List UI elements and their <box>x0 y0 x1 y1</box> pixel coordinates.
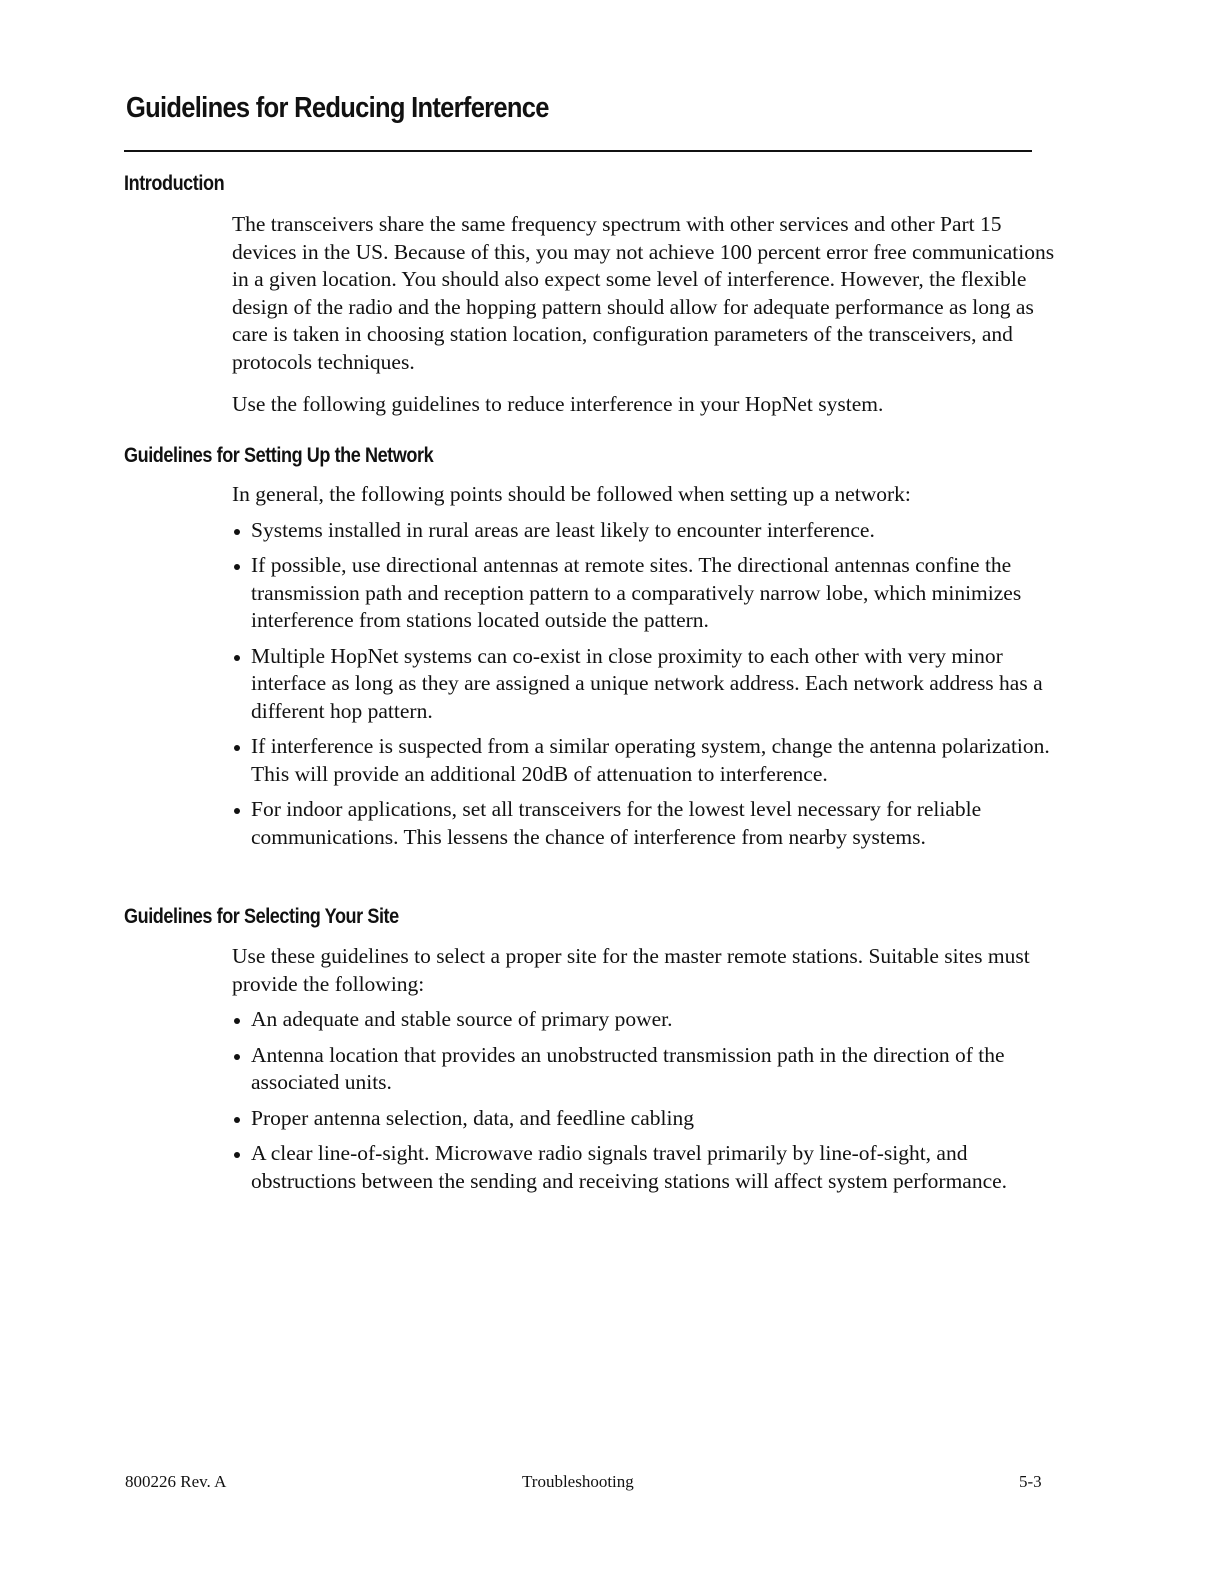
bullet-icon <box>234 1018 240 1024</box>
list-item-text: Multiple HopNet systems can co-exist in close proximity to each other with very minor interface as long as they are assigned a unique network address. Each network address has a different hop pattern. <box>251 643 1043 723</box>
bullet-icon <box>234 808 240 814</box>
list-item <box>232 1042 1062 1097</box>
bullet-icon <box>234 1117 240 1123</box>
site-heading: Guidelines for Selecting Your Site <box>124 905 399 928</box>
bullet-icon <box>234 1054 240 1060</box>
list-item <box>232 552 1062 635</box>
list-item-text: Antenna location that provides an unobstructed transmission path in the direction of the associated units. <box>251 1042 1005 1094</box>
bullet-icon <box>234 745 240 751</box>
bullet-icon <box>234 529 240 535</box>
page-title: Guidelines for Reducing Interference <box>126 92 549 124</box>
list-item <box>232 1006 1062 1034</box>
list-item-text: Proper antenna selection, data, and feedline cabling <box>251 1105 694 1130</box>
list-item-text: If interference is suspected from a similar operating system, change the antenna polarization. This will provide an additional 20dB of attenuation to interference. <box>251 734 1050 786</box>
footer-page-number: 5-3 <box>1019 1472 1042 1491</box>
introduction-body <box>232 211 1062 419</box>
list-item <box>232 733 1062 788</box>
list-item-text: An adequate and stable source of primary power. <box>251 1007 673 1031</box>
footer-chapter: Troubleshooting <box>522 1472 634 1491</box>
title-divider <box>124 150 1032 152</box>
list-item <box>232 1105 1062 1133</box>
network-intro: In general, the following points should be followed when setting up a network: <box>232 482 911 506</box>
list-item-text: If possible, use directional antennas at remote sites. The directional antennas confine the transmission path and reception pattern to a comparatively narrow lobe, which minimizes interference from stations located outside the pattern. <box>251 553 1022 632</box>
bullet-icon <box>234 564 240 570</box>
list-item-text: Systems installed in rural areas are least likely to encounter interference. <box>251 517 875 542</box>
network-bullet-list <box>232 517 1062 852</box>
list-item <box>232 1140 1062 1195</box>
site-body <box>232 943 1062 1195</box>
list-item-text: For indoor applications, set all transceivers for the lowest level necessary for reliable communications. This lessens the chance of interference from nearby systems. <box>251 797 982 849</box>
list-item <box>232 517 1062 545</box>
site-intro: Use these guidelines to select a proper site for the master remote stations. Suitable sites must provide the following: <box>232 944 1030 996</box>
network-body <box>232 481 1062 851</box>
introduction-paragraph: Use the following guidelines to reduce interference in your HopNet system. <box>232 392 884 416</box>
site-bullet-list <box>232 1006 1062 1195</box>
footer-doc-number: 800226 Rev. A <box>125 1472 227 1491</box>
introduction-heading: Introduction <box>124 172 225 195</box>
introduction-paragraph: The transceivers share the same frequency spectrum with other services and other Part 15 devices in the US. Because of this, you may not achieve 100 percent error free communications in a given location. You should also expect some level of interference. However, the flexible design of the radio and the hopping pattern should allow for adequate performance as long as care is taken in choosing station location, configuration parameters of the transceivers, and protocols techniques. <box>232 212 1055 374</box>
list-item-text: A clear line-of-sight. Microwave radio signals travel primarily by line-of-sight, and obstructions between the sending and receiving stations will affect system performance. <box>251 1141 1008 1193</box>
bullet-icon <box>234 655 240 661</box>
bullet-icon <box>234 1152 240 1158</box>
list-item <box>232 796 1062 851</box>
network-heading: Guidelines for Setting Up the Network <box>124 444 434 467</box>
list-item <box>232 643 1062 726</box>
